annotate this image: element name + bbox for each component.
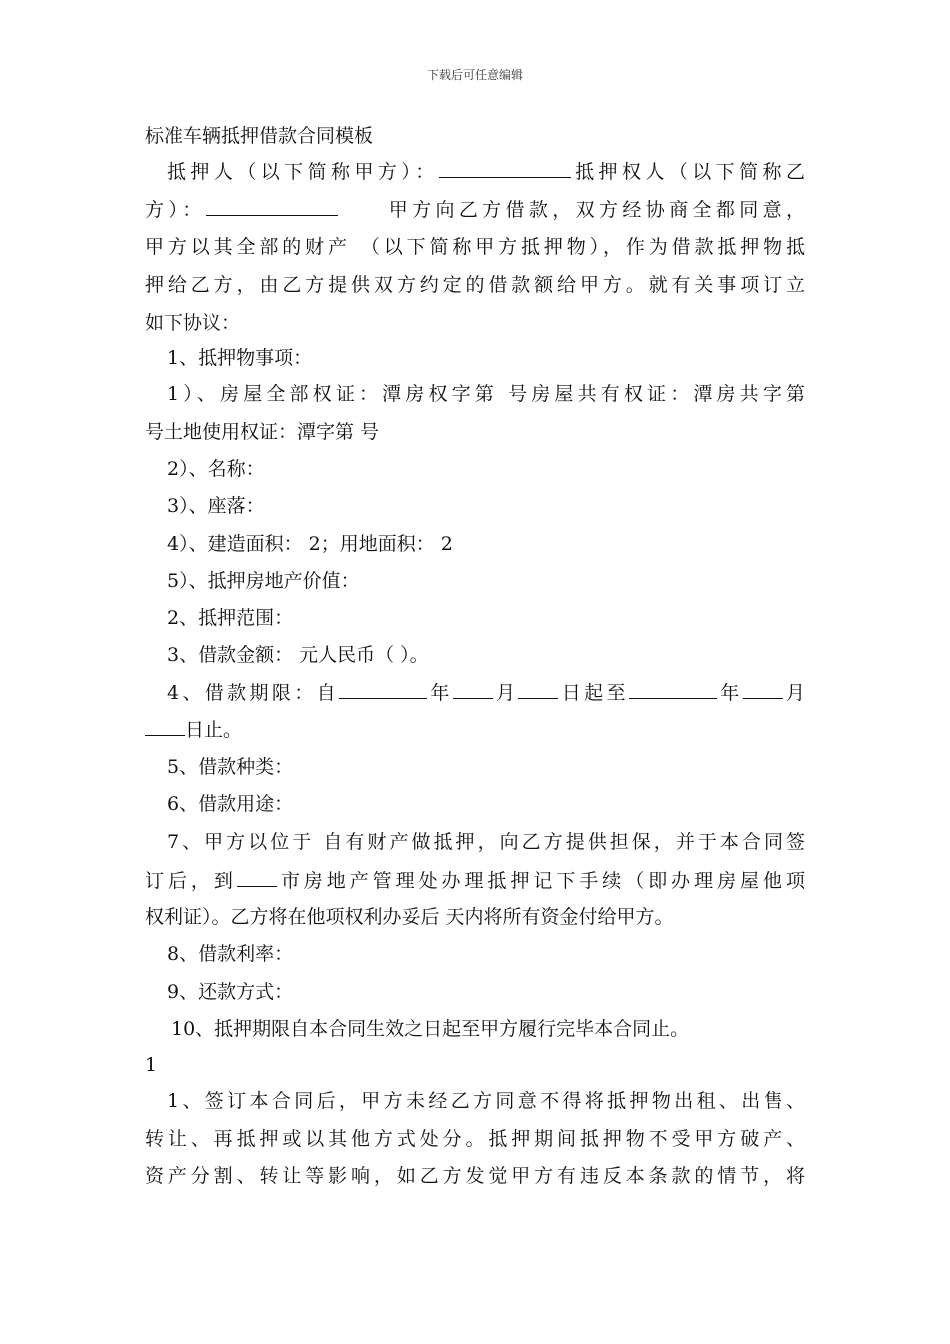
body-line xyxy=(167,828,805,856)
body-line xyxy=(167,940,293,968)
body-line xyxy=(167,455,265,483)
body-text: 甲方向乙方借款，双方经协商全都同意， xyxy=(337,199,805,221)
body-line xyxy=(145,903,674,931)
body-text: 1、签订本合同后，甲方未经乙方同意不得将抵押物出租、出售、 xyxy=(167,1090,805,1112)
body-text: 8、借款利率： xyxy=(167,943,294,965)
body-text: 转让、再抵押或以其他方式处分。抵押期间抵押物不受甲方破产、 xyxy=(145,1128,805,1150)
body-line xyxy=(145,715,242,744)
body-text: 3、借款金额： 元人民币（ ）。 xyxy=(167,644,429,666)
body-line xyxy=(167,753,293,781)
blank-underline xyxy=(237,866,277,887)
body-text: 3）、座落： xyxy=(167,495,265,517)
body-text: 1）、房屋全部权证：潭房权字第 号房屋共有权证：潭房共字第 xyxy=(167,383,805,405)
body-line xyxy=(145,1051,157,1079)
body-text: 4）、建造面积： 2；用地面积： 2 xyxy=(167,533,453,555)
blank-underline xyxy=(339,678,427,699)
body-text: 甲方以其全部的财产 （以下简称甲方抵押物），作为借款抵押物抵 xyxy=(145,236,805,258)
body-text: 月 xyxy=(782,682,805,704)
blank-underline xyxy=(629,678,717,699)
page-header: 下载后可任意编辑 xyxy=(426,68,523,82)
body-text: 1 xyxy=(145,1054,158,1076)
body-line xyxy=(171,1015,689,1043)
body-line xyxy=(167,380,805,408)
body-line xyxy=(145,233,805,261)
body-text: 6、借款用途： xyxy=(167,793,294,815)
blank-underline xyxy=(145,715,185,736)
body-text: 年 xyxy=(716,682,743,704)
body-text: 日止。 xyxy=(185,719,243,741)
body-text: 2）、名称： xyxy=(167,458,265,480)
blank-underline xyxy=(518,678,558,699)
body-text: 年 xyxy=(426,682,453,704)
body-line xyxy=(145,1125,805,1153)
document-title: 标准车辆抵押借款合同模板 xyxy=(145,125,374,147)
body-line xyxy=(167,790,293,818)
body-text: 9、还款方式： xyxy=(167,981,294,1003)
body-text: 市房地产管理处办理抵押记下手续（即办理房屋他项 xyxy=(276,870,805,892)
body-text: 号土地使用权证：潭字第 号 xyxy=(145,421,380,443)
blank-underline xyxy=(453,678,493,699)
body-line xyxy=(145,309,240,337)
body-text: 月 xyxy=(492,682,519,704)
body-line xyxy=(167,1087,805,1115)
body-text: 方）： xyxy=(145,199,206,221)
body-line xyxy=(167,157,805,186)
body-text: 1、抵押物事项： xyxy=(167,347,313,369)
body-line xyxy=(145,1162,805,1190)
body-text: 日起至 xyxy=(558,682,629,704)
body-line xyxy=(145,866,805,895)
body-text: 资产分割、转让等影响，如乙方发觉甲方有违反本条款的情节，将 xyxy=(145,1165,805,1187)
body-text: 4、借款期限：自 xyxy=(167,682,339,704)
blank-underline xyxy=(743,678,783,699)
body-text: 2、抵押范围： xyxy=(167,607,294,629)
body-text: 抵押人（以下简称甲方）： xyxy=(167,161,439,183)
body-line xyxy=(167,344,312,372)
body-line xyxy=(167,530,453,558)
body-line xyxy=(145,418,379,446)
body-line xyxy=(167,678,805,707)
body-text: 权利证）。乙方将在他项权利办妥后 天内将所有资金付给甲方。 xyxy=(145,906,674,928)
body-line xyxy=(167,567,360,595)
body-line xyxy=(167,641,429,669)
body-line xyxy=(167,604,293,632)
body-line xyxy=(167,492,265,520)
body-text: 5、借款种类： xyxy=(167,756,294,778)
body-text: 如下协议： xyxy=(145,312,241,334)
body-line xyxy=(145,271,805,299)
body-text: 抵押权人（以下简称乙 xyxy=(570,161,805,183)
body-text: 押给乙方，由乙方提供双方约定的借款额给甲方。就有关事项订立 xyxy=(145,274,805,296)
blank-underline xyxy=(206,195,338,216)
body-text: 订后，到 xyxy=(145,870,237,892)
blank-underline xyxy=(439,157,571,178)
body-line xyxy=(167,978,293,1006)
body-text: 10、抵押期限自本合同生效之日起至甲方履行完毕本合同止。 xyxy=(171,1018,690,1040)
body-line xyxy=(145,195,805,224)
body-text: 7、甲方以位于 自有财产做抵押，向乙方提供担保，并于本合同签 xyxy=(167,831,805,853)
body-text: 5）、抵押房地产价值： xyxy=(167,570,360,592)
